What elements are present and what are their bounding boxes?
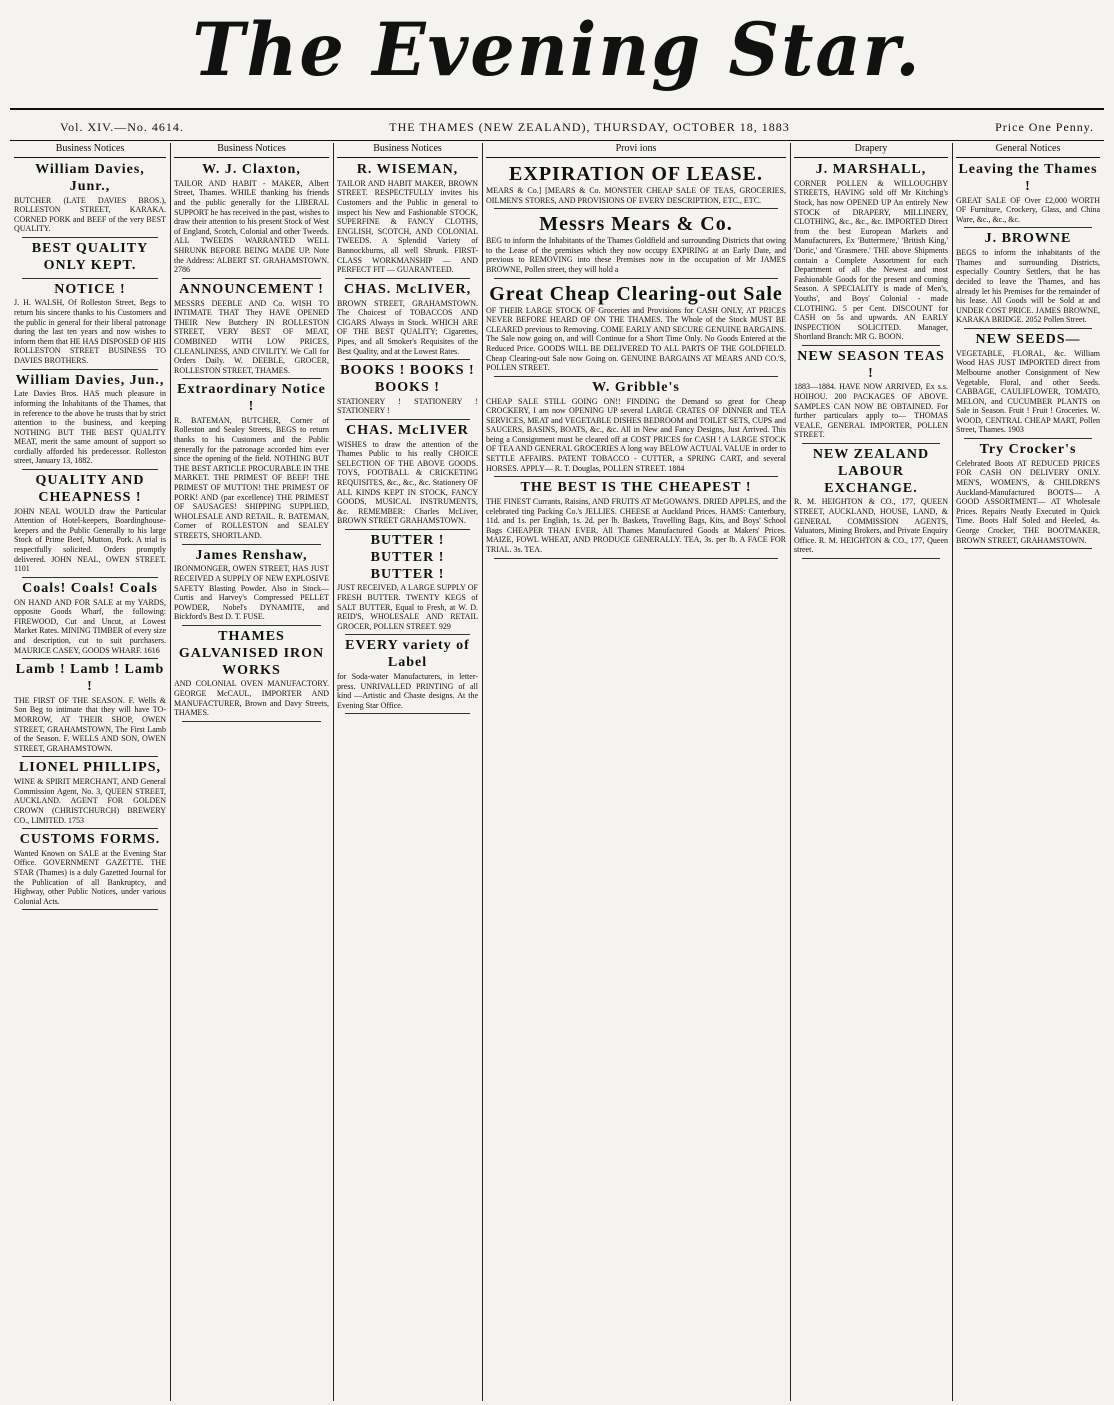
ad-body: R. BATEMAN, BUTCHER, Corner of Rolleston and Sealey Streets, BEGS to return thanks to his Customers and the Public generally for the patronage accorded him ever since the opening of the field. NOTHING BUT THE BEST ARTICLE PROCURABLE IN THE MARKET. THE PRIMEST OF BEEF! THE PRIMEST OF MUTTON! THE PRIMEST OF PORK! AND (par excellence) THE PRIMEST OF SAUSAGES! SHIPPING SUPPLIED, WHOLESALE AND RETAIL. R. BATEMAN, Corner of ROLLESTON and SEALEY STREETS, SHORTLAND.: [174, 415, 329, 540]
column-header: Business Notices: [14, 143, 166, 158]
ad-body: for Soda-water Manufacturers, in letter-press. UNRIVALLED PRINTING of all kind —Artistic and Chaste designs. At the Evening Star Office.: [337, 671, 478, 710]
ad-title: Coals! Coals! Coals: [22, 580, 158, 596]
ad-title: NEW ZEALAND LABOUR EXCHANGE.: [812, 447, 930, 496]
ad-title: LIONEL PHILLIPS,: [18, 760, 162, 776]
top-rule: [10, 108, 1104, 110]
advertisement: [14, 241, 166, 279]
ad-separator: [494, 376, 778, 377]
column-header: Drapery: [794, 143, 948, 158]
ad-separator: [494, 278, 778, 279]
advertisement: [956, 442, 1100, 549]
ad-separator: [22, 237, 158, 238]
ad-title: Lamb ! Lamb ! Lamb !: [15, 662, 165, 694]
ad-title: CHAS. McLIVER,: [343, 281, 472, 297]
advertisement: [956, 162, 1100, 228]
ad-title: THAMES GALVANISED IRON WORKS: [178, 628, 325, 678]
ad-separator: [494, 208, 778, 209]
column-divider: [482, 143, 483, 1401]
advertisement: [337, 282, 478, 360]
ad-separator: [182, 278, 321, 279]
column-header: Business Notices: [174, 143, 329, 158]
ad-separator: [494, 558, 778, 559]
ad-body: IRONMONGER, OWEN STREET, HAS JUST RECEIVED A SUPPLY OF NEW EXPLOSIVE SAFETY Blasting Powder. Also in Stock—Curtis and Harvey's Compressed PELLET POWDER, Nobel's DYNAMITE, and Bickford's Best D. T. FUSE.: [174, 564, 329, 622]
column-5: [790, 143, 952, 1401]
ad-separator: [964, 438, 1092, 439]
advertisement: [794, 162, 948, 346]
ad-body: WISHES to draw the attention of the Thames Public to his really CHOICE SELECTION OF THE ABOVE GOODS. TOYS, FOOTBALL & CRICKETING REQUISITES, &c., &c., &c. Stationery OF ALL KINDS KEPT IN STOCK, FANCY GOODS, MUSICAL INSTRUMENTS, &c. REMEMBER: Charles McLiver, BROWN STREET GRAHAMSTOWN.: [337, 439, 478, 526]
advertisement: [14, 282, 166, 370]
ad-body: BROWN STREET, GRAHAMSTOWN. The Choicest of TOBACCOS AND CIGARS Always in Stock. WHICH ARE OF THE BEST QUALITY; Cigarettes, Pipes, and all Smoker's Requisites of the Best Quality, and at the Lowest Rates.: [337, 298, 478, 356]
ad-separator: [182, 544, 321, 545]
ad-title: Extraordinary Notice !: [177, 382, 326, 415]
column-header: Business Notices: [337, 143, 478, 158]
ad-separator: [182, 625, 321, 626]
ad-separator: [22, 828, 158, 829]
ad-title: W. J. Claxton,: [202, 162, 301, 177]
ad-body: BEGS to inform the inhabitants of the Thames and surrounding Districts, especially Country Settlers, that he has decided to leave the Thames, and has already let his Premises for the remainder of his lease. All Goods will be Sold at and UNDER COST PRICE. JAMES BROWNE, KARAKA BRIDGE. 2052 Pollen Street.: [956, 248, 1100, 325]
ad-body: R. M. HEIGHTON & CO., 177, QUEEN STREET, AUCKLAND, HOUSE, LAND, & GENERAL COMMISSION AGENTS, Valuators, Mining Brokers, and Private Enquiry Office. R. M. HEIGHTON & CO., 177, Queen street.: [794, 497, 948, 555]
ad-body: WINE & SPIRIT MERCHANT, AND General Commission Agent, No. 3, QUEEN STREET, AUCKLAND. AGENT FOR GOLDEN CROWN (CHRISTCHURCH) BREWERY CO., LIMITED. 1753: [14, 777, 166, 825]
ad-separator: [964, 548, 1092, 549]
advertisement: [486, 480, 786, 558]
advertisement: [337, 162, 478, 279]
dateline: [60, 120, 1094, 140]
place-date: THE THAMES (NEW ZEALAND), THURSDAY, OCTOBER 18, 1883: [389, 120, 790, 134]
ad-separator: [802, 443, 940, 444]
volume-number: Vol. XIV.—No. 4614.: [60, 120, 184, 134]
advertisement: [337, 423, 478, 530]
ad-body: CHEAP SALE STILL GOING ON!! FINDING the Demand so great for Cheap CROCKERY, I am now OPENING UP several LARGE CRATES OF DINNER and TEA SERVICES, MEAT and VEGETABLE DISHES BEDROOM and TOILET SETS, CUPS and SAUCERS, BASINS, BOATS, &c., &c. All in New and Fancy Designs, Just Arrived. This being a Consignment must be cleared off at COST PRICES for CASH ! A LARGE STOCK OF TEA AND GENERAL GROCERIES A long way BELOW ACTUAL VALUE in order to SETTLE AFFAIRS. PATENT TOBACCO - CUTTER, a SPRING CART, and several HORSES. APPLY— R. T. Douglas, POLLEN STREET. 1884: [486, 396, 786, 473]
ad-body: AND COLONIAL OVEN MANUFACTORY. GEORGE McCAUL, IMPORTER AND MANUFACTURER, Brown and Davy Streets, THAMES.: [174, 679, 329, 718]
ad-body: TAILOR AND HABIT MAKER, BROWN STREET. RESPECTFULLY invites his Customers and the Public in general to inspect his New and Fashionable STOCK, SUPERFINE & FANCY CLOTHS, ENGLISH, SCOTCH, AND COLONIAL TWEEDS. A Splendid Variety of Bannockburns, all well Shrunk. FIRST-CLASS WORKMANSHIP — AND PERFECT FIT — GUARANTEED.: [337, 178, 478, 275]
ad-body: Celebrated Boots AT REDUCED PRICES FOR CASH ON DELIVERY ONLY. MEN'S, WOMEN'S, & CHILDREN'S Auckland-Manufactured BOOTS— A GOOD ASSORTMENT— AT Wholesale Prices. Repairs Neatly Executed in Quick Time. Boots Half Soled and Heeled, 4s. George Crocker, THE BOOTMAKER, BROWN STREET, GRAHAMSTOWN.: [956, 458, 1100, 545]
ad-separator: [22, 658, 158, 659]
ad-body: JOHN NEAL WOULD draw the Particular Attention of Hotel-keepers, Boardinghouse-keepers and the Public Generally to his large Stock of Prime Beef, Mutton, Pork. A trial is respectfully solicited. Orders promptly delivered. JOHN NEAL, OWEN STREET. 1101: [14, 506, 166, 574]
ad-title: J. BROWNE: [984, 231, 1072, 247]
ad-body: CORNER POLLEN & WILLOUGHBY STREETS, HAVING sold off Mr Kitching's Stock, has now OPENED UP An entirely New STOCK of DRAPERY, MILLINERY, CLOTHING, &c., &c., &c. IMPORTED Direct from the best European Markets and Manufacturers, Ex 'Buttermere,' 'British King,' 'Doric,' and 'Grasmere.' THE above Shipments contain a Complete Assortment for each Department of all the Newest and most Fashionable Goods for the present and coming Season. A SPECIALITY is made of Men's, Youths', and Boys' Colonial - made CLOTHING. 5 per Cent. DISCOUNT for CASH on 5s and upwards. AN EARLY INSPECTION SOLICITED. Manager, Shortland Branch: MR G. BOON.: [794, 178, 948, 342]
ad-separator: [22, 369, 158, 370]
ad-separator: [345, 359, 470, 360]
ad-body: STATIONERY ! STATIONERY ! STATIONERY !: [337, 396, 478, 416]
advertisement: [486, 380, 786, 478]
ad-title: J. MARSHALL,: [815, 162, 927, 177]
advertisement: [956, 231, 1100, 329]
ad-body: OF THEIR LARGE STOCK OF Groceries and Provisions for CASH ONLY, AT PRICES NEVER BEFORE HEARD OF ON THE THAMES. The Whole of the Stock MUST BE CLEARED previous to Removing. COME EARLY AND SECURE GENUINE BARGAINS. The Sale now going on, and will Continue for a Short Time Only. No Goods Entered at the Reduced Price. GOODS WILL BE DELIVERED TO ALL PARTS OF THE GOLDFIELD. Cheap Clearing-out Sale now Going on. GENUINE BARGAINS AT MEARS AND CO.'S, POLLEN STREET.: [486, 305, 786, 373]
advertisement: [174, 282, 329, 380]
advertisement: [14, 832, 166, 910]
advertisement: [14, 581, 166, 659]
ad-separator: [182, 721, 321, 722]
ad-body: JUST RECEIVED, A LARGE SUPPLY OF FRESH BUTTER. TWENTY KEGS of SALT BUTTER, Equal to Fresh, at W. D. REID'S, WHOLESALE AND RETAIL GROCER, POLLEN STREET. 929: [337, 583, 478, 631]
advertisement: [956, 332, 1100, 439]
advertisement: [337, 533, 478, 635]
advertisement: [14, 373, 166, 471]
column-header: Provi ions: [486, 143, 786, 158]
ad-title: EVERY variety of Label: [345, 638, 470, 671]
advertisement: [174, 162, 329, 279]
ad-separator: [345, 419, 470, 420]
advertisement: [174, 382, 329, 544]
ad-separator: [345, 634, 470, 635]
ad-title: BEST QUALITY ONLY KEPT.: [31, 240, 149, 273]
ad-title: Try Crocker's: [979, 442, 1077, 458]
ad-body: VEGETABLE, FLORAL, &c. William Wood HAS JUST IMPORTED direct from Melbourne another Consignment of New Vegetable, Floral, and other Seeds. CABBAGE, CAULIFLOWER, TOMATO, MELON, and CUCUMBER PLANTS on Sale in Season. Fruit ! Fruit ! Groceries. W. WOOD, CENTRAL CHEAP MART, Pollen Street, Thames. 1903: [956, 348, 1100, 435]
advertisement: [337, 638, 478, 714]
advertisement: [14, 760, 166, 829]
ad-separator: [802, 345, 940, 346]
ad-title: THE BEST IS THE CHEAPEST !: [520, 480, 752, 496]
advertisement: [486, 162, 786, 209]
advertisement: [174, 548, 329, 626]
advertisement: [174, 629, 329, 722]
ad-title: William Davies, Jun.,: [15, 372, 165, 388]
ad-title: CUSTOMS FORMS.: [19, 832, 161, 848]
advertisement: [794, 447, 948, 559]
ad-title: CHAS. McLIVER: [346, 422, 469, 438]
column-divider: [333, 143, 334, 1401]
column-3: [333, 143, 482, 1401]
ad-title: BOOKS ! BOOKS ! BOOKS !: [340, 363, 475, 395]
ad-body: Wanted Known on SALE at the Evening Star Office. GOVERNMENT GAZETTE. THE STAR (Thames) is a duly Gazetted Journal for the Publication of all Bankruptcy, and Highway, other Public Notices, under various Colonial Acts.: [14, 848, 166, 906]
ad-title: ANNOUNCEMENT !: [179, 281, 324, 297]
ad-title: NEW SEASON TEAS !: [797, 348, 945, 381]
column-6: [952, 143, 1104, 1401]
ad-title: Great Cheap Clearing-out Sale: [489, 282, 783, 305]
ad-separator: [22, 278, 158, 279]
ad-separator: [964, 328, 1092, 329]
ad-separator: [22, 909, 158, 910]
ad-body: ON HAND AND FOR SALE at my YARDS, opposite Goods Wharf, the following: FIREWOOD, Cut and Uncut, at Lowest Market Rates. MINING TIMBER of every size and description, cut to suit purchasers. MAURICE CASEY, GOODS WHARF. 1616: [14, 597, 166, 655]
column-divider: [790, 143, 791, 1401]
column-1: [10, 143, 170, 1401]
column-2: [170, 143, 333, 1401]
ad-separator: [22, 469, 158, 470]
column-divider: [170, 143, 171, 1401]
ad-body: TAILOR AND HABIT - MAKER, Albert Street, Thames. WHILE thanking his friends and the public generally for the LIBERAL SUPPORT he has received in the past, wishes to draw their attention to his present Stock of West of England, Scotch, Colonial and other Tweeds. ALL TWEEDS WARRANTED WELL SHRUNK BEFORE BEING MADE UP. Note the Address: ALBERT ST. GRAHAMSTOWN. 2786: [174, 178, 329, 275]
ad-separator: [345, 278, 470, 279]
price: Price One Penny.: [995, 120, 1094, 134]
ad-title: EXPIRATION OF LEASE.: [509, 163, 763, 185]
ad-title: BUTTER ! BUTTER ! BUTTER !: [370, 533, 445, 582]
advertisement: [486, 282, 786, 377]
ad-title: NEW SEEDS—: [975, 331, 1081, 347]
ad-separator: [964, 227, 1092, 228]
ad-body: GREAT SALE OF Over £2,000 WORTH OF Furniture, Crockery, Glass, and China Ware, &c., &c., &c.: [956, 195, 1100, 224]
ad-body: THE FINEST Currants, Raisins, AND FRUITS AT McGOWAN'S. DRIED APPLES, and the celebrated ting Packing Co.'s JELLIES. CHEESE at Auckland Prices. HAMS: Canterbury, 11d. and 1s. per English, 1s. 2d. per lb. Baskets, Travelling Bags, Kits, and Boys' School Bags CHEAPER THAN EVER. All Thames Manufactured Goods at Makers' Prices. MAIZE, FOWL WHEAT, AND PRODUCE GENERALLY. TEA, 3s. per lb. A FACE FOR TRIAL. 3s. TEA.: [486, 497, 786, 555]
advertisement: [794, 349, 948, 444]
ad-body: MEARS & Co.] [MEARS & Co. MONSTER CHEAP SALE OF TEAS, GROCERIES, OILMEN'S STORES, AND PROVISIONS OF EVERY DESCRIPTION, ETC., ETC.: [486, 186, 786, 205]
ad-title: NOTICE !: [54, 281, 126, 297]
ad-title: Messrs Mears & Co.: [539, 213, 733, 236]
ad-title: QUALITY AND CHEAPNESS !: [35, 473, 145, 505]
ad-title: W. Gribble's: [592, 379, 680, 395]
ad-title: James Renshaw,: [195, 547, 308, 563]
ad-body: BUTCHER (LATE DAVIES BROS.), ROLLESTON STREET, KARAKA. CORNED PORK and BEEF of the very BEST QUALITY.: [14, 195, 166, 234]
column-divider: [952, 143, 953, 1401]
advertisement: [14, 162, 166, 238]
ad-separator: [22, 756, 158, 757]
ad-separator: [22, 577, 158, 578]
ad-body: 1883—1884. HAVE NOW ARRIVED, Ex s.s. HOIHOU. 200 PACKAGES OF ABOVE. SAMPLES CAN NOW BE OBTAINED. For further particulars apply to— THOMAS VEALE, GENERAL IMPORTER, POLLEN STREET.: [794, 382, 948, 440]
column-4: [482, 143, 790, 1401]
ad-body: MESSRS DEEBLE AND Co. WISH TO INTIMATE THAT They HAVE OPENED THEIR New Butchery IN ROLLESTON STREET, VERY BEST OF MEAT, COMBINED WITH LOW PRICES, CLEANLINESS, AND CIVILITY. We Call for Orders Daily. W. DEEBLE, GROCER, ROLLESTON STREET, THAMES.: [174, 298, 329, 375]
ad-title: William Davies, Junr.,: [35, 162, 145, 194]
ad-separator: [345, 529, 470, 530]
ad-separator: [802, 558, 940, 559]
ad-title: Leaving the Thames !: [958, 162, 1098, 194]
masthead: [0, 0, 1114, 100]
ad-body: Late Davies Bros. HAS much pleasure in informing the Inhabitants of the Thames, that in reference to the above he trusts that by strict attention to the business, and keeping NOTHING BUT THE BEST QUALITY MEAT, merit the same amount of support so cordially afforded his predecessor. Rolleston street, January 13, 1882.: [14, 389, 166, 466]
ad-separator: [494, 476, 778, 477]
advertisement: [14, 473, 166, 578]
ad-body: BEG to inform the Inhabitants of the Thames Goldfield and surrounding Districts that owing to the Lease of the premises which they now occupy EXPIRING at an Early Date, and previous to REMOVING into these Premises now in the occupation of Mr JAMES BROWNE, Pollen street, they will hold a: [486, 236, 786, 274]
column-header: General Notices: [956, 143, 1100, 158]
ad-body: THE FIRST OF THE SEASON. F. Wells & Son Beg to intimate that they will have TO-MORROW, AT THEIR SHOP, OWEN STREET, GRAHAMSTOWN, The First Lamb of the Season. F. WELLS AND SON, OWEN STREET, GRAHAMSTOWN.: [14, 695, 166, 753]
masthead-title: The Evening Star.: [192, 5, 922, 94]
ad-body: J. H. WALSH, Of Rolleston Street, Begs to return his sincere thanks to his Customers and the public in general for their liberal patronage during the last ten years and now wishes to inform them that HE HAS DISPOSED OF HIS ROLLESTON STREET BUSINESS TO DAVIES BROTHERS.: [14, 298, 166, 365]
ad-separator: [182, 378, 321, 379]
advertisement: [14, 662, 166, 757]
dateline-rule: [10, 140, 1104, 141]
ad-title: R. WISEMAN,: [356, 162, 459, 177]
advertisement: [337, 363, 478, 420]
ad-separator: [345, 713, 470, 714]
advertisement: [486, 212, 786, 278]
